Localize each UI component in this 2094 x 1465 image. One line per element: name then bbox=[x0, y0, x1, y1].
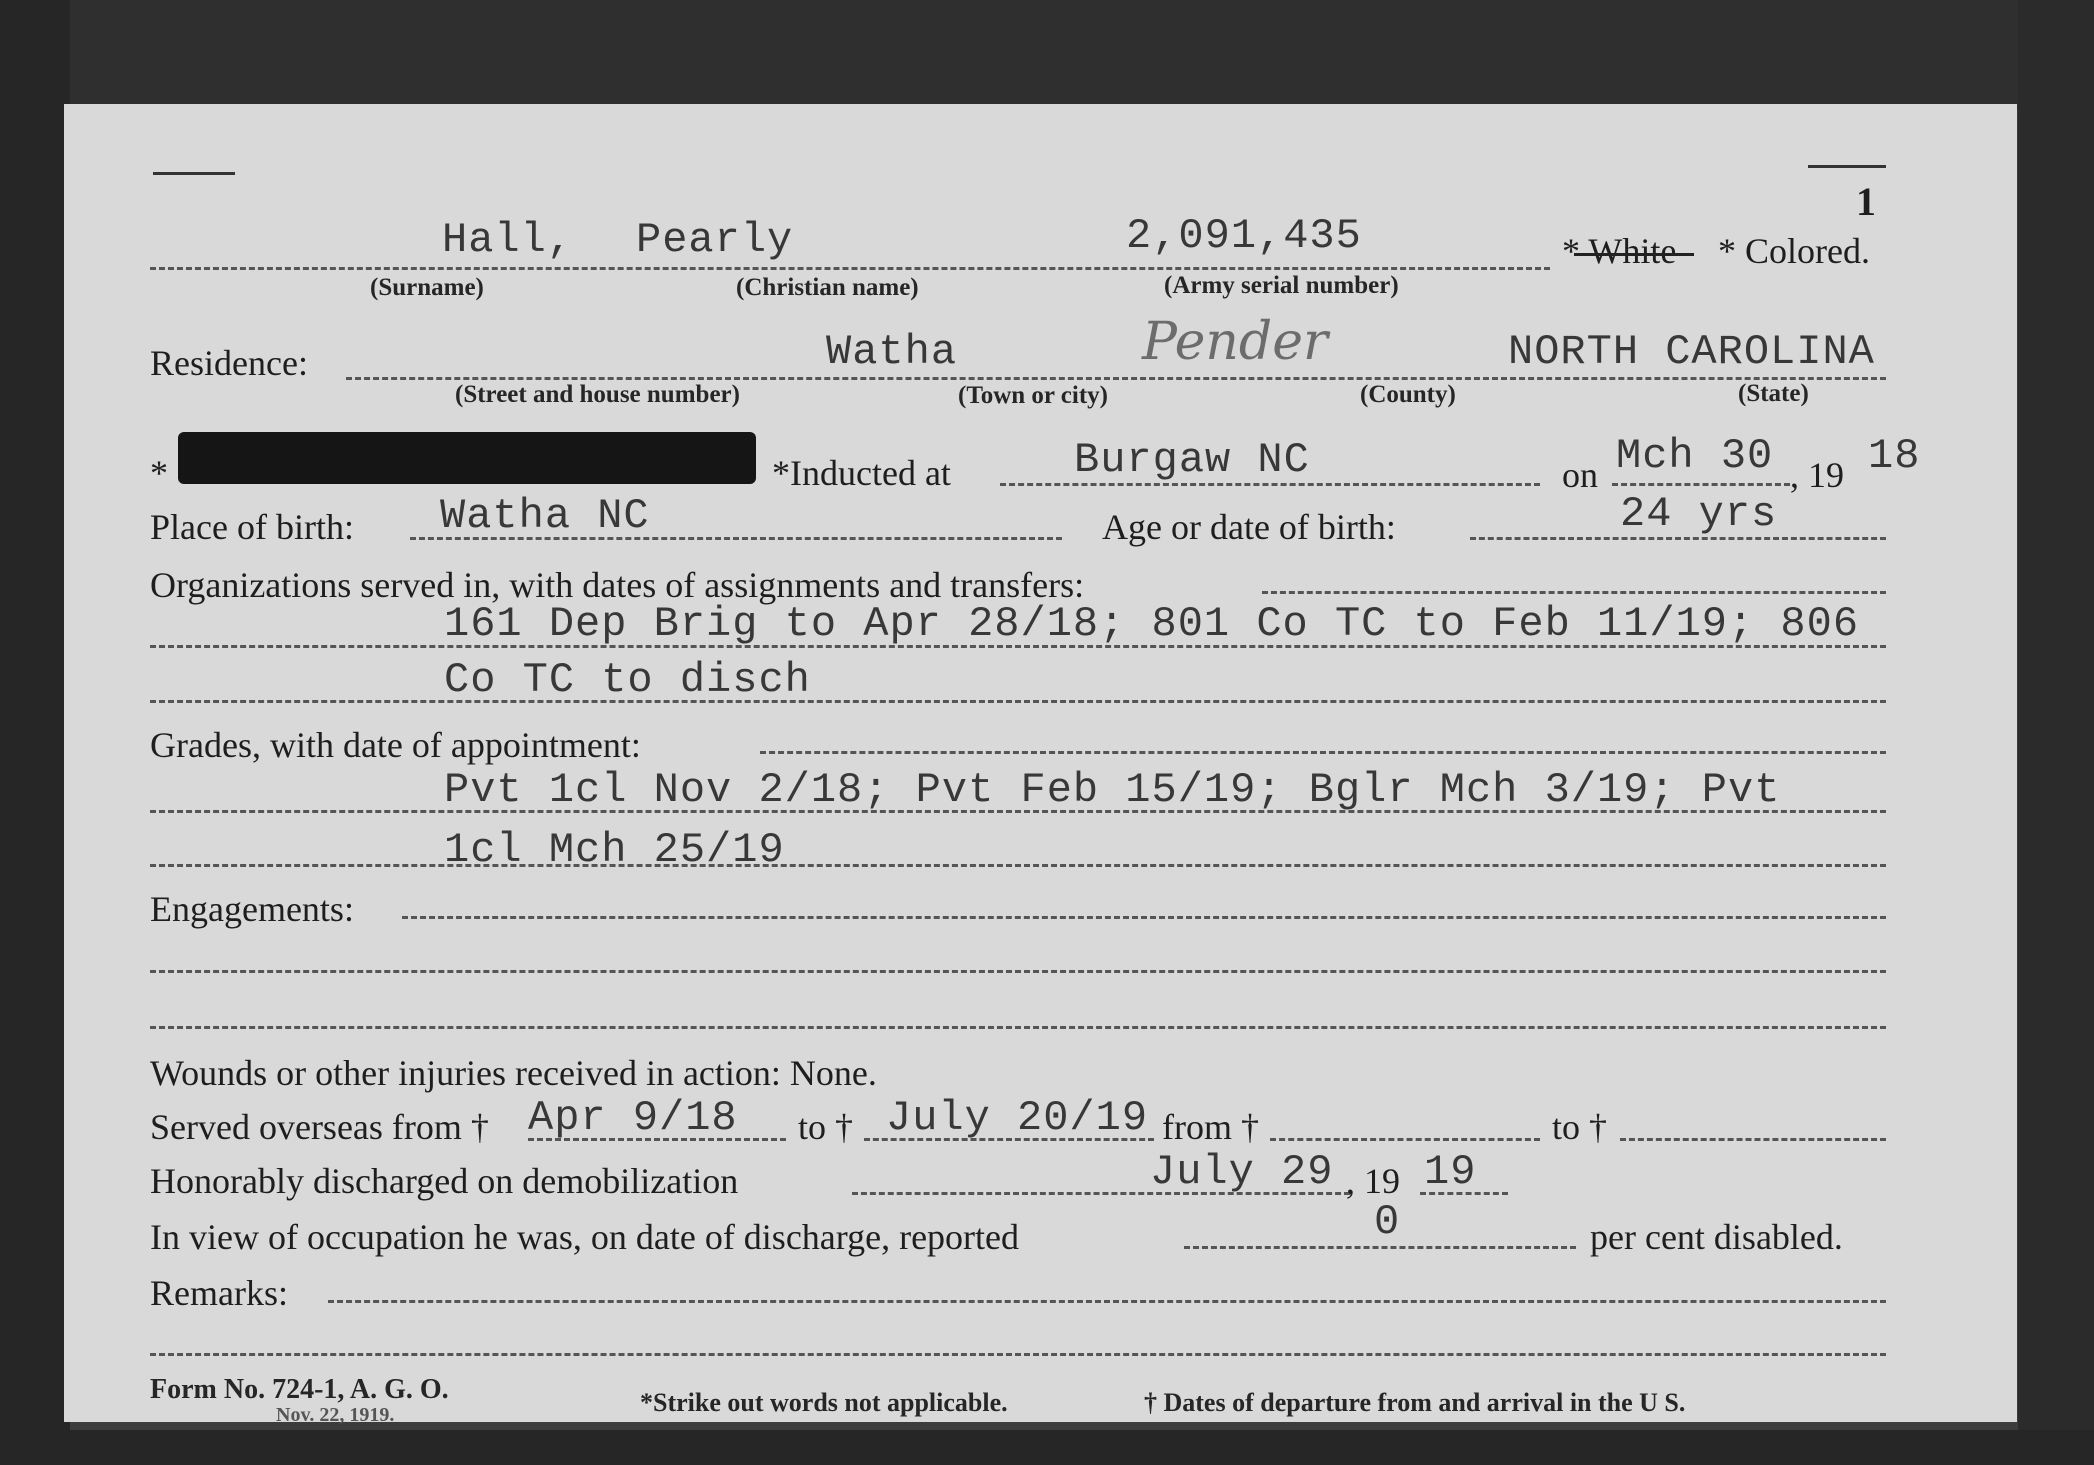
inducted-date-line bbox=[1612, 483, 1790, 486]
remarks-label: Remarks: bbox=[150, 1273, 288, 1313]
residence-state-value: NORTH CAROLINA bbox=[1508, 328, 1875, 376]
engagements-label: Engagements: bbox=[150, 889, 354, 929]
overseas-from-line bbox=[528, 1138, 786, 1141]
wounds-label: Wounds or other injuries received in action: None. bbox=[150, 1053, 877, 1093]
footnote-strike-out: *Strike out words not applicable. bbox=[640, 1388, 1008, 1417]
scan-background-top bbox=[0, 0, 2094, 110]
grades-rule-1 bbox=[150, 810, 1886, 813]
discharge-year-prefix: , 19 bbox=[1346, 1161, 1400, 1201]
race-colored-option: * Colored. bbox=[1718, 231, 1870, 271]
footnote-dates: † Dates of departure from and arrival in the U S. bbox=[1144, 1388, 1686, 1417]
name-line bbox=[150, 267, 1550, 270]
surname-caption: (Surname) bbox=[370, 274, 484, 301]
scan-background-bottom bbox=[0, 1430, 2094, 1465]
disability-value: 0 bbox=[1374, 1198, 1401, 1246]
grades-label: Grades, with date of appointment: bbox=[150, 725, 641, 765]
overseas-from2-line bbox=[1270, 1138, 1540, 1141]
organizations-label: Organizations served in, with dates of assignments and transfers: bbox=[150, 565, 1085, 605]
overseas-to-line bbox=[864, 1138, 1154, 1141]
surname-value: Hall, bbox=[442, 216, 574, 264]
inducted-year-value: 18 bbox=[1868, 432, 1921, 480]
residence-county-value: Pender bbox=[1142, 312, 1328, 372]
organizations-line-2: Co TC to disch bbox=[444, 656, 811, 704]
disability-suffix: per cent disabled. bbox=[1590, 1217, 1843, 1257]
overseas-to2-line bbox=[1620, 1138, 1886, 1141]
top-right-rule bbox=[1808, 165, 1886, 168]
place-of-birth-line bbox=[410, 537, 1062, 540]
engagements-rule-2 bbox=[150, 970, 1886, 973]
discharge-date-line bbox=[852, 1192, 1350, 1195]
christian-name-value: Pearly bbox=[636, 216, 794, 264]
place-of-birth-label: Place of birth: bbox=[150, 507, 354, 547]
inducted-at-value: Burgaw NC bbox=[1074, 436, 1310, 484]
residence-label: Residence: bbox=[150, 343, 308, 383]
serial-number-caption: (Army serial number) bbox=[1164, 272, 1399, 299]
remarks-rule-2 bbox=[150, 1353, 1886, 1356]
scan-background-left bbox=[0, 0, 70, 1465]
inducted-at-line bbox=[1000, 483, 1540, 486]
state-caption: (State) bbox=[1738, 380, 1809, 407]
race-white-strikeout bbox=[1574, 253, 1694, 256]
place-of-birth-value: Watha NC bbox=[440, 492, 650, 540]
discharge-year-line bbox=[1420, 1192, 1508, 1195]
overseas-from-value: Apr 9/18 bbox=[528, 1094, 738, 1142]
discharge-date-value: July 29 bbox=[1150, 1148, 1334, 1196]
discharge-label: Honorably discharged on demobilization bbox=[150, 1161, 739, 1201]
grades-line-2: 1cl Mch 25/19 bbox=[444, 826, 785, 874]
race-white-option: * White bbox=[1562, 231, 1677, 271]
card-number: 1 bbox=[1856, 179, 1876, 224]
age-line bbox=[1470, 537, 1886, 540]
grades-rule-2 bbox=[150, 864, 1886, 867]
overseas-to-label: to † bbox=[798, 1107, 854, 1147]
overseas-from-label: Served overseas from † bbox=[150, 1107, 489, 1147]
enlisted-asterisk: * bbox=[150, 453, 168, 493]
inducted-date-value: Mch 30 bbox=[1616, 432, 1774, 480]
discharge-year-value: 19 bbox=[1424, 1148, 1477, 1196]
street-caption: (Street and house number) bbox=[455, 381, 740, 408]
form-number: Form No. 724-1, A. G. O. bbox=[150, 1374, 449, 1405]
residence-town-value: Watha bbox=[826, 328, 958, 376]
disability-label: In view of occupation he was, on date of discharge, reported bbox=[150, 1217, 1020, 1257]
organizations-rule-2 bbox=[150, 700, 1886, 703]
remarks-rule-1 bbox=[328, 1300, 1886, 1303]
top-left-rule bbox=[153, 172, 235, 175]
engagements-rule-3 bbox=[150, 1026, 1886, 1029]
engagements-rule-1 bbox=[402, 916, 1886, 919]
county-caption: (County) bbox=[1360, 381, 1456, 408]
grades-line-1: Pvt 1cl Nov 2/18; Pvt Feb 15/19; Bglr Mch 3/19; Pvt bbox=[444, 766, 1781, 814]
christian-name-caption: (Christian name) bbox=[736, 274, 919, 301]
disability-line bbox=[1184, 1246, 1576, 1249]
organizations-line-1: 161 Dep Brig to Apr 28/18; 801 Co TC to Feb 11/19; 806 bbox=[444, 600, 1860, 648]
grades-label-line bbox=[760, 751, 1886, 754]
organizations-label-line bbox=[1262, 591, 1886, 594]
overseas-from2-label: from † bbox=[1162, 1107, 1259, 1147]
overseas-to-value: July 20/19 bbox=[886, 1094, 1149, 1142]
form-date: Nov. 22, 1919. bbox=[276, 1404, 395, 1426]
age-value: 24 yrs bbox=[1620, 490, 1778, 538]
residence-line bbox=[346, 377, 1886, 380]
redacted-enlisted-options bbox=[178, 432, 756, 484]
organizations-rule-1 bbox=[150, 645, 1886, 648]
inducted-year-prefix: , 19 bbox=[1790, 455, 1844, 495]
age-label: Age or date of birth: bbox=[1102, 507, 1396, 547]
town-caption: (Town or city) bbox=[958, 382, 1108, 409]
scan-background-right bbox=[2018, 0, 2094, 1465]
overseas-to2-label: to † bbox=[1552, 1107, 1608, 1147]
serial-number-value: 2,091,435 bbox=[1126, 212, 1362, 260]
inducted-at-label: *Inducted at bbox=[772, 453, 951, 493]
inducted-on-label: on bbox=[1562, 455, 1598, 495]
